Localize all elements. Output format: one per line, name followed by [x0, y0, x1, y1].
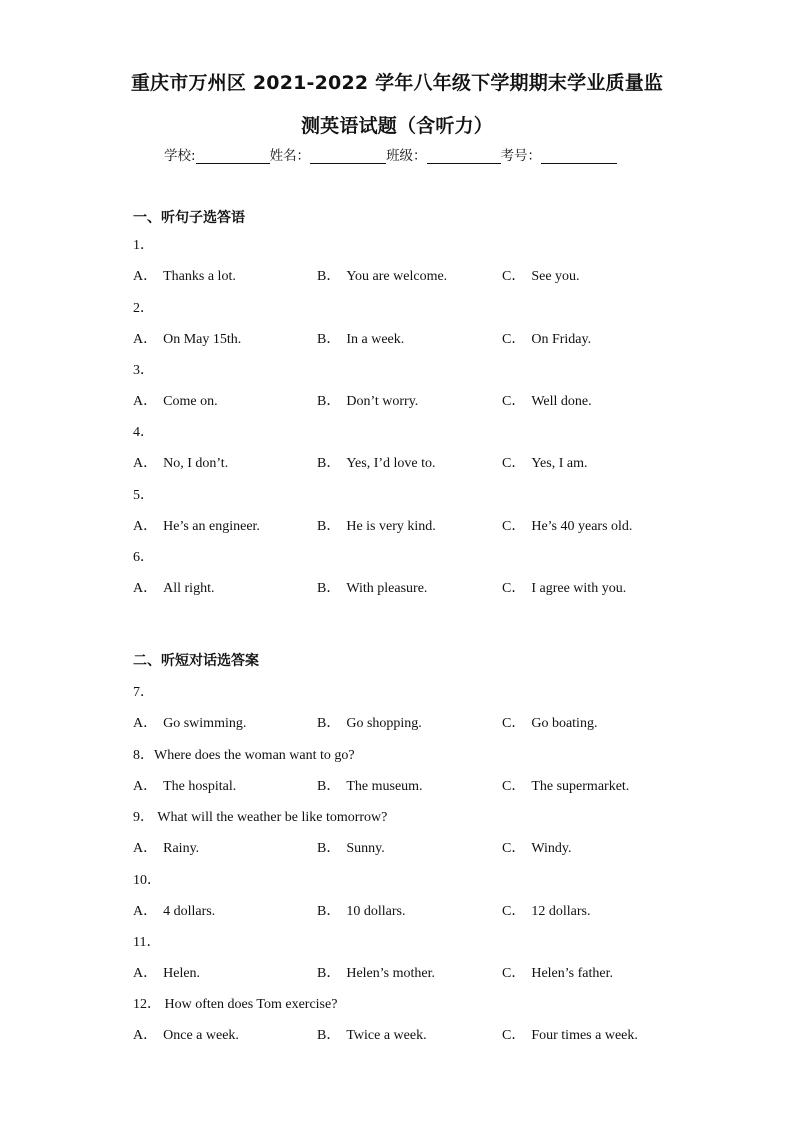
- question-number: 10．: [133, 873, 161, 888]
- options-row: [133, 900, 693, 920]
- school-blank[interactable]: [196, 149, 270, 164]
- option-b: B． Twice a week.: [317, 1028, 427, 1043]
- question-number: 3．: [133, 363, 154, 378]
- option-c: C． The supermarket.: [502, 779, 630, 794]
- question-text: 9． What will the weather be like tomorrow?: [133, 810, 388, 825]
- class-label: 班级：: [386, 148, 427, 164]
- option-a: A． Thanks a lot.: [133, 269, 236, 284]
- option-a: A． Come on.: [133, 394, 218, 409]
- options-row: [133, 775, 693, 795]
- section-heading: 一、听句子选答语: [133, 210, 245, 226]
- option-c: C． On Friday.: [502, 332, 592, 347]
- options-row: [133, 712, 693, 732]
- options-row: [133, 452, 693, 472]
- option-b: B． Go shopping.: [317, 716, 422, 731]
- option-b: B． Helen’s mother.: [317, 966, 435, 981]
- name-label: 姓名：: [269, 148, 311, 164]
- option-a: A． On May 15th.: [133, 332, 242, 347]
- question-number: 2．: [133, 301, 154, 316]
- option-b: B． The museum.: [317, 779, 423, 794]
- option-a: A． The hospital.: [133, 779, 237, 794]
- option-a: A． Once a week.: [133, 1028, 239, 1043]
- options-row: [133, 1024, 693, 1044]
- option-b: B． 10 dollars.: [317, 904, 406, 919]
- student-info-row: [164, 144, 617, 164]
- options-row: [133, 962, 693, 982]
- option-a: A． No, I don’t.: [133, 456, 229, 471]
- option-b: B． Yes, I’d love to.: [317, 456, 436, 471]
- question-number: 7．: [133, 685, 154, 700]
- options-row: [133, 328, 693, 348]
- options-row: [133, 577, 693, 597]
- option-c: C． He’s 40 years old.: [502, 519, 633, 534]
- question-text: 8．Where does the woman want to go?: [133, 748, 355, 763]
- class-blank[interactable]: [427, 149, 501, 164]
- option-a: A． Helen.: [133, 966, 201, 981]
- option-a: A． He’s an engineer.: [133, 519, 260, 534]
- option-c: C． Well done.: [502, 394, 592, 409]
- page-title-line-1: 重庆市万州区 2021-2022 学年八年级下学期期末学业质量监: [130, 72, 664, 94]
- options-row: [133, 837, 693, 857]
- question-number: 5．: [133, 488, 154, 503]
- option-a: A． 4 dollars.: [133, 904, 216, 919]
- option-c: C． Go boating.: [502, 716, 598, 731]
- question-number: 11．: [133, 935, 161, 950]
- option-b: B． He is very kind.: [317, 519, 436, 534]
- school-label: 学校:: [164, 148, 196, 164]
- option-c: C． Four times a week.: [502, 1028, 638, 1043]
- option-c: C． Yes, I am.: [502, 456, 588, 471]
- option-a: A． Rainy.: [133, 841, 200, 856]
- question-number: 1．: [133, 238, 154, 253]
- option-a: A． Go swimming.: [133, 716, 247, 731]
- option-b: B． You are welcome.: [317, 269, 448, 284]
- question-number: 6．: [133, 550, 154, 565]
- section-heading: 二、听短对话选答案: [133, 653, 259, 669]
- question-number: 4．: [133, 425, 154, 440]
- option-c: C． Windy.: [502, 841, 572, 856]
- option-b: B． With pleasure.: [317, 581, 428, 596]
- name-blank[interactable]: [310, 149, 386, 164]
- options-row: [133, 390, 693, 410]
- option-b: B． Don’t worry.: [317, 394, 419, 409]
- exam-number-blank[interactable]: [541, 149, 617, 164]
- page-title-line-2: 测英语试题（含听力）: [300, 115, 493, 137]
- exam-number-label: 考号：: [500, 148, 542, 164]
- option-c: C． See you.: [502, 269, 580, 284]
- options-row: [133, 265, 693, 285]
- option-b: B． In a week.: [317, 332, 405, 347]
- option-c: C． I agree with you.: [502, 581, 627, 596]
- option-b: B． Sunny.: [317, 841, 385, 856]
- option-a: A． All right.: [133, 581, 215, 596]
- option-c: C． Helen’s father.: [502, 966, 613, 981]
- option-c: C． 12 dollars.: [502, 904, 591, 919]
- options-row: [133, 515, 693, 535]
- question-text: 12． How often does Tom exercise?: [133, 997, 338, 1012]
